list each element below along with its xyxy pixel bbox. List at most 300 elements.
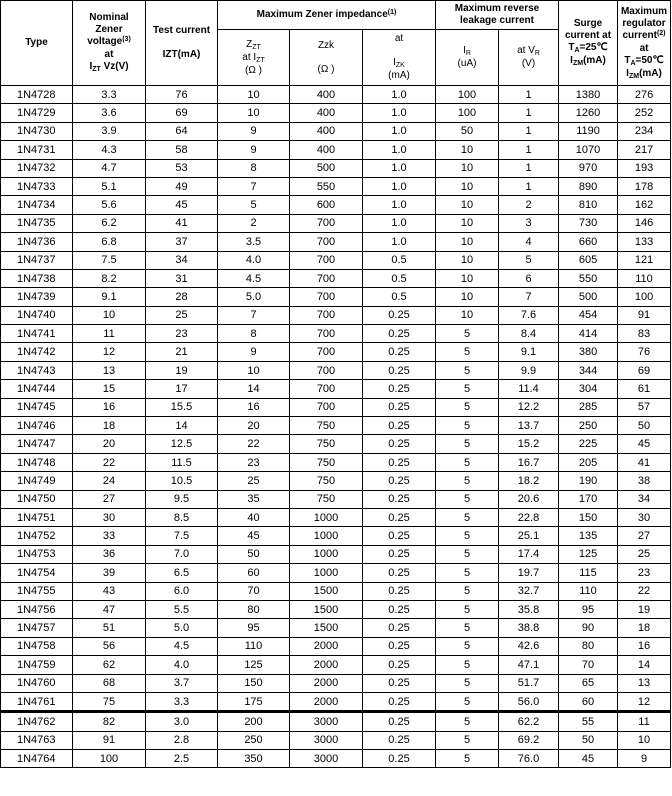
cell-test-current: 69 (146, 104, 218, 122)
cell-nominal-voltage: 27 (73, 490, 146, 508)
cell-regulator-current: 41 (618, 453, 671, 471)
cell-type: 1N4763 (1, 731, 73, 749)
table-row (1, 453, 671, 471)
col-izk-header: at $I_{ZK}$ (mA) (363, 30, 436, 86)
cell-nominal-voltage: 33 (73, 527, 146, 545)
cell-zzk: 2000 (290, 692, 363, 711)
cell-izk: 0.25 (363, 600, 436, 618)
cell-regulator-current: 16 (618, 637, 671, 655)
cell-ir: 10 (436, 141, 499, 159)
cell-zzk: 750 (290, 435, 363, 453)
cell-izk: 0.5 (363, 269, 436, 287)
cell-izk: 0.25 (363, 398, 436, 416)
cell-test-current: 23 (146, 325, 218, 343)
cell-ir: 5 (436, 582, 499, 600)
cell-ir: 5 (436, 712, 499, 731)
cell-zzt: 110 (218, 637, 290, 655)
cell-surge-current: 95 (559, 600, 618, 618)
cell-test-current: 7.5 (146, 527, 218, 545)
cell-nominal-voltage: 100 (73, 750, 146, 768)
cell-type: 1N4744 (1, 380, 73, 398)
cell-type: 1N4732 (1, 159, 73, 177)
cell-zzt: 9 (218, 122, 290, 140)
cell-vr: 1 (499, 104, 559, 122)
table-row (1, 269, 671, 287)
cell-nominal-voltage: 8.2 (73, 269, 146, 287)
cell-nominal-voltage: 24 (73, 472, 146, 490)
cell-test-current: 58 (146, 141, 218, 159)
cell-nominal-voltage: 91 (73, 731, 146, 749)
cell-surge-current: 344 (559, 361, 618, 379)
cell-vr: 16.7 (499, 453, 559, 471)
cell-type: 1N4730 (1, 122, 73, 140)
cell-vr: 25.1 (499, 527, 559, 545)
cell-test-current: 3.3 (146, 692, 218, 711)
cell-ir: 5 (436, 545, 499, 563)
cell-zzt: 9 (218, 343, 290, 361)
cell-izk: 0.25 (363, 674, 436, 692)
cell-zzt: 5.0 (218, 288, 290, 306)
cell-zzt: 10 (218, 86, 290, 104)
cell-zzt: 3.5 (218, 233, 290, 251)
cell-nominal-voltage: 62 (73, 656, 146, 674)
cell-zzk: 1000 (290, 508, 363, 526)
table-row (1, 306, 671, 324)
cell-zzt: 50 (218, 545, 290, 563)
cell-regulator-current: 45 (618, 435, 671, 453)
cell-vr: 18.2 (499, 472, 559, 490)
cell-test-current: 10.5 (146, 472, 218, 490)
cell-vr: 2 (499, 196, 559, 214)
cell-zzk: 700 (290, 251, 363, 269)
cell-zzk: 1000 (290, 527, 363, 545)
col-ir-header: $I_R$ (uA) (436, 30, 499, 86)
cell-vr: 9.1 (499, 343, 559, 361)
cell-zzk: 2000 (290, 674, 363, 692)
cell-izk: 1.0 (363, 141, 436, 159)
cell-nominal-voltage: 9.1 (73, 288, 146, 306)
cell-regulator-current: 10 (618, 731, 671, 749)
cell-ir: 10 (436, 269, 499, 287)
cell-surge-current: 285 (559, 398, 618, 416)
cell-vr: 12.2 (499, 398, 559, 416)
cell-test-current: 45 (146, 196, 218, 214)
cell-zzk: 400 (290, 86, 363, 104)
cell-vr: 13.7 (499, 417, 559, 435)
cell-vr: 1 (499, 177, 559, 195)
cell-surge-current: 380 (559, 343, 618, 361)
cell-nominal-voltage: 4.3 (73, 141, 146, 159)
cell-zzt: 10 (218, 104, 290, 122)
cell-zzk: 750 (290, 417, 363, 435)
cell-test-current: 6.5 (146, 564, 218, 582)
cell-test-current: 64 (146, 122, 218, 140)
cell-vr: 1 (499, 86, 559, 104)
cell-ir: 10 (436, 233, 499, 251)
cell-zzk: 750 (290, 472, 363, 490)
cell-surge-current: 225 (559, 435, 618, 453)
cell-zzt: 60 (218, 564, 290, 582)
cell-zzt: 150 (218, 674, 290, 692)
cell-zzk: 700 (290, 214, 363, 232)
cell-test-current: 4.0 (146, 656, 218, 674)
cell-surge-current: 890 (559, 177, 618, 195)
cell-test-current: 15.5 (146, 398, 218, 416)
cell-izk: 1.0 (363, 86, 436, 104)
cell-surge-current: 135 (559, 527, 618, 545)
table-row (1, 398, 671, 416)
cell-ir: 5 (436, 343, 499, 361)
table-row (1, 582, 671, 600)
cell-regulator-current: 50 (618, 417, 671, 435)
cell-surge-current: 45 (559, 750, 618, 768)
cell-regulator-current: 11 (618, 712, 671, 731)
cell-ir: 10 (436, 306, 499, 324)
cell-ir: 10 (436, 196, 499, 214)
cell-type: 1N4728 (1, 86, 73, 104)
cell-surge-current: 250 (559, 417, 618, 435)
cell-zzt: 8 (218, 325, 290, 343)
cell-ir: 5 (436, 637, 499, 655)
cell-regulator-current: 110 (618, 269, 671, 287)
cell-nominal-voltage: 7.5 (73, 251, 146, 269)
cell-vr: 17.4 (499, 545, 559, 563)
cell-ir: 5 (436, 490, 499, 508)
cell-test-current: 37 (146, 233, 218, 251)
table-row (1, 361, 671, 379)
cell-test-current: 5.5 (146, 600, 218, 618)
cell-test-current: 2.5 (146, 750, 218, 768)
cell-nominal-voltage: 6.8 (73, 233, 146, 251)
cell-type: 1N4731 (1, 141, 73, 159)
cell-izk: 1.0 (363, 196, 436, 214)
cell-test-current: 14 (146, 417, 218, 435)
cell-izk: 1.0 (363, 104, 436, 122)
cell-izk: 1.0 (363, 122, 436, 140)
cell-ir: 5 (436, 619, 499, 637)
cell-ir: 5 (436, 325, 499, 343)
cell-ir: 50 (436, 122, 499, 140)
cell-test-current: 17 (146, 380, 218, 398)
cell-izk: 0.5 (363, 251, 436, 269)
cell-surge-current: 55 (559, 712, 618, 731)
col-vr-header: at $V_R$ (V) (499, 30, 559, 86)
cell-zzt: 16 (218, 398, 290, 416)
cell-ir: 5 (436, 674, 499, 692)
table-row (1, 159, 671, 177)
cell-zzt: 14 (218, 380, 290, 398)
table-row (1, 656, 671, 674)
cell-izk: 0.25 (363, 545, 436, 563)
cell-zzt: 80 (218, 600, 290, 618)
cell-ir: 5 (436, 731, 499, 749)
cell-nominal-voltage: 10 (73, 306, 146, 324)
cell-zzk: 1500 (290, 582, 363, 600)
cell-vr: 15.2 (499, 435, 559, 453)
cell-nominal-voltage: 68 (73, 674, 146, 692)
cell-regulator-current: 76 (618, 343, 671, 361)
cell-zzk: 700 (290, 269, 363, 287)
cell-vr: 6 (499, 269, 559, 287)
cell-test-current: 3.7 (146, 674, 218, 692)
cell-zzk: 600 (290, 196, 363, 214)
cell-test-current: 4.5 (146, 637, 218, 655)
cell-type: 1N4745 (1, 398, 73, 416)
table-row (1, 177, 671, 195)
cell-zzt: 5 (218, 196, 290, 214)
cell-type: 1N4737 (1, 251, 73, 269)
cell-test-current: 11.5 (146, 453, 218, 471)
cell-zzt: 95 (218, 619, 290, 637)
cell-surge-current: 605 (559, 251, 618, 269)
cell-zzk: 3000 (290, 750, 363, 768)
cell-izk: 0.25 (363, 582, 436, 600)
cell-type: 1N4755 (1, 582, 73, 600)
cell-zzk: 1000 (290, 564, 363, 582)
cell-test-current: 7.0 (146, 545, 218, 563)
header-row-1 (1, 1, 671, 30)
table-row (1, 380, 671, 398)
cell-nominal-voltage: 12 (73, 343, 146, 361)
cell-surge-current: 205 (559, 453, 618, 471)
cell-vr: 51.7 (499, 674, 559, 692)
cell-zzk: 1000 (290, 545, 363, 563)
table-row (1, 508, 671, 526)
cell-regulator-current: 193 (618, 159, 671, 177)
cell-regulator-current: 38 (618, 472, 671, 490)
table-row (1, 214, 671, 232)
cell-vr: 56.0 (499, 692, 559, 711)
cell-izk: 0.25 (363, 750, 436, 768)
cell-surge-current: 80 (559, 637, 618, 655)
cell-vr: 35.8 (499, 600, 559, 618)
cell-izk: 0.25 (363, 435, 436, 453)
table-row (1, 674, 671, 692)
cell-nominal-voltage: 30 (73, 508, 146, 526)
cell-zzk: 700 (290, 343, 363, 361)
cell-surge-current: 414 (559, 325, 618, 343)
cell-test-current: 76 (146, 86, 218, 104)
cell-ir: 5 (436, 417, 499, 435)
col-test-current-header: Test current IZT(mA) (146, 1, 218, 86)
cell-zzk: 2000 (290, 656, 363, 674)
cell-ir: 5 (436, 361, 499, 379)
cell-izk: 0.25 (363, 453, 436, 471)
cell-izk: 0.25 (363, 712, 436, 731)
cell-izk: 0.25 (363, 564, 436, 582)
cell-nominal-voltage: 51 (73, 619, 146, 637)
zener-impedance-group-header: Maximum Zener impedance$^{(1)}$ (218, 1, 436, 30)
cell-izk: 0.25 (363, 656, 436, 674)
cell-vr: 1 (499, 141, 559, 159)
cell-nominal-voltage: 13 (73, 361, 146, 379)
cell-type: 1N4764 (1, 750, 73, 768)
cell-surge-current: 170 (559, 490, 618, 508)
cell-nominal-voltage: 18 (73, 417, 146, 435)
cell-izk: 0.25 (363, 417, 436, 435)
cell-zzk: 550 (290, 177, 363, 195)
cell-regulator-current: 13 (618, 674, 671, 692)
cell-vr: 7.6 (499, 306, 559, 324)
cell-izk: 0.25 (363, 527, 436, 545)
table-row (1, 417, 671, 435)
col-surge-current-header: Surge current at $T_A=25℃$ $I_{ZM}(mA)$ (559, 1, 618, 86)
cell-type: 1N4738 (1, 269, 73, 287)
cell-ir: 5 (436, 398, 499, 416)
cell-type: 1N4759 (1, 656, 73, 674)
cell-vr: 47.1 (499, 656, 559, 674)
cell-izk: 0.25 (363, 472, 436, 490)
cell-test-current: 25 (146, 306, 218, 324)
cell-zzt: 4.5 (218, 269, 290, 287)
cell-vr: 19.7 (499, 564, 559, 582)
cell-nominal-voltage: 3.3 (73, 86, 146, 104)
cell-ir: 5 (436, 750, 499, 768)
cell-surge-current: 50 (559, 731, 618, 749)
cell-nominal-voltage: 4.7 (73, 159, 146, 177)
table-row (1, 104, 671, 122)
cell-zzk: 2000 (290, 637, 363, 655)
cell-zzk: 750 (290, 490, 363, 508)
cell-regulator-current: 83 (618, 325, 671, 343)
cell-vr: 1 (499, 159, 559, 177)
cell-regulator-current: 12 (618, 692, 671, 711)
cell-zzt: 70 (218, 582, 290, 600)
cell-ir: 10 (436, 177, 499, 195)
cell-zzt: 20 (218, 417, 290, 435)
cell-zzk: 700 (290, 325, 363, 343)
cell-zzk: 400 (290, 122, 363, 140)
cell-zzt: 350 (218, 750, 290, 768)
cell-type: 1N4752 (1, 527, 73, 545)
cell-regulator-current: 22 (618, 582, 671, 600)
cell-izk: 0.25 (363, 619, 436, 637)
table-row (1, 233, 671, 251)
cell-nominal-voltage: 36 (73, 545, 146, 563)
cell-zzt: 7 (218, 177, 290, 195)
cell-surge-current: 970 (559, 159, 618, 177)
cell-zzk: 3000 (290, 712, 363, 731)
cell-izk: 0.25 (363, 380, 436, 398)
cell-zzt: 7 (218, 306, 290, 324)
cell-nominal-voltage: 75 (73, 692, 146, 711)
table-row (1, 288, 671, 306)
cell-regulator-current: 57 (618, 398, 671, 416)
cell-type: 1N4761 (1, 692, 73, 711)
cell-regulator-current: 146 (618, 214, 671, 232)
table-body (1, 86, 671, 768)
table-row (1, 251, 671, 269)
cell-ir: 5 (436, 453, 499, 471)
cell-izk: 1.0 (363, 177, 436, 195)
cell-regulator-current: 9 (618, 750, 671, 768)
cell-zzk: 500 (290, 159, 363, 177)
cell-vr: 7 (499, 288, 559, 306)
cell-nominal-voltage: 6.2 (73, 214, 146, 232)
cell-regulator-current: 25 (618, 545, 671, 563)
table-row (1, 86, 671, 104)
cell-regulator-current: 162 (618, 196, 671, 214)
cell-zzt: 23 (218, 453, 290, 471)
cell-zzk: 700 (290, 306, 363, 324)
cell-regulator-current: 27 (618, 527, 671, 545)
cell-regulator-current: 23 (618, 564, 671, 582)
cell-vr: 42.6 (499, 637, 559, 655)
table-row (1, 325, 671, 343)
cell-type: 1N4757 (1, 619, 73, 637)
cell-zzt: 40 (218, 508, 290, 526)
cell-type: 1N4751 (1, 508, 73, 526)
cell-regulator-current: 133 (618, 233, 671, 251)
cell-type: 1N4743 (1, 361, 73, 379)
cell-regulator-current: 178 (618, 177, 671, 195)
cell-test-current: 28 (146, 288, 218, 306)
col-regulator-current-header: Maximum regulator current$^{(2)}$ at $T_A=50℃$ $I_{ZM}(mA)$ (618, 1, 671, 86)
cell-ir: 10 (436, 288, 499, 306)
cell-regulator-current: 100 (618, 288, 671, 306)
cell-surge-current: 60 (559, 692, 618, 711)
cell-type: 1N4740 (1, 306, 73, 324)
cell-ir: 5 (436, 435, 499, 453)
table-row (1, 619, 671, 637)
cell-vr: 62.2 (499, 712, 559, 731)
cell-test-current: 49 (146, 177, 218, 195)
cell-vr: 11.4 (499, 380, 559, 398)
cell-zzk: 700 (290, 380, 363, 398)
cell-vr: 5 (499, 251, 559, 269)
cell-zzt: 25 (218, 472, 290, 490)
cell-ir: 5 (436, 508, 499, 526)
cell-zzk: 400 (290, 104, 363, 122)
table-row (1, 141, 671, 159)
cell-nominal-voltage: 39 (73, 564, 146, 582)
table-row (1, 343, 671, 361)
cell-surge-current: 730 (559, 214, 618, 232)
cell-type: 1N4762 (1, 712, 73, 731)
table-row (1, 692, 671, 711)
cell-izk: 0.25 (363, 490, 436, 508)
cell-zzk: 700 (290, 288, 363, 306)
cell-ir: 100 (436, 86, 499, 104)
cell-regulator-current: 14 (618, 656, 671, 674)
cell-zzt: 250 (218, 731, 290, 749)
cell-izk: 0.25 (363, 637, 436, 655)
cell-zzt: 4.0 (218, 251, 290, 269)
cell-regulator-current: 19 (618, 600, 671, 618)
cell-vr: 76.0 (499, 750, 559, 768)
table-row (1, 545, 671, 563)
cell-regulator-current: 69 (618, 361, 671, 379)
cell-nominal-voltage: 3.6 (73, 104, 146, 122)
table-row (1, 712, 671, 731)
cell-type: 1N4734 (1, 196, 73, 214)
cell-zzk: 700 (290, 398, 363, 416)
cell-type: 1N4741 (1, 325, 73, 343)
cell-ir: 10 (436, 159, 499, 177)
col-zzk-header: Zzk (Ω ) (290, 30, 363, 86)
cell-vr: 20.6 (499, 490, 559, 508)
cell-type: 1N4739 (1, 288, 73, 306)
cell-zzk: 3000 (290, 731, 363, 749)
cell-zzt: 35 (218, 490, 290, 508)
cell-izk: 0.5 (363, 288, 436, 306)
cell-zzt: 125 (218, 656, 290, 674)
cell-zzk: 1500 (290, 619, 363, 637)
cell-zzk: 1500 (290, 600, 363, 618)
cell-surge-current: 190 (559, 472, 618, 490)
table-row (1, 490, 671, 508)
cell-zzt: 2 (218, 214, 290, 232)
